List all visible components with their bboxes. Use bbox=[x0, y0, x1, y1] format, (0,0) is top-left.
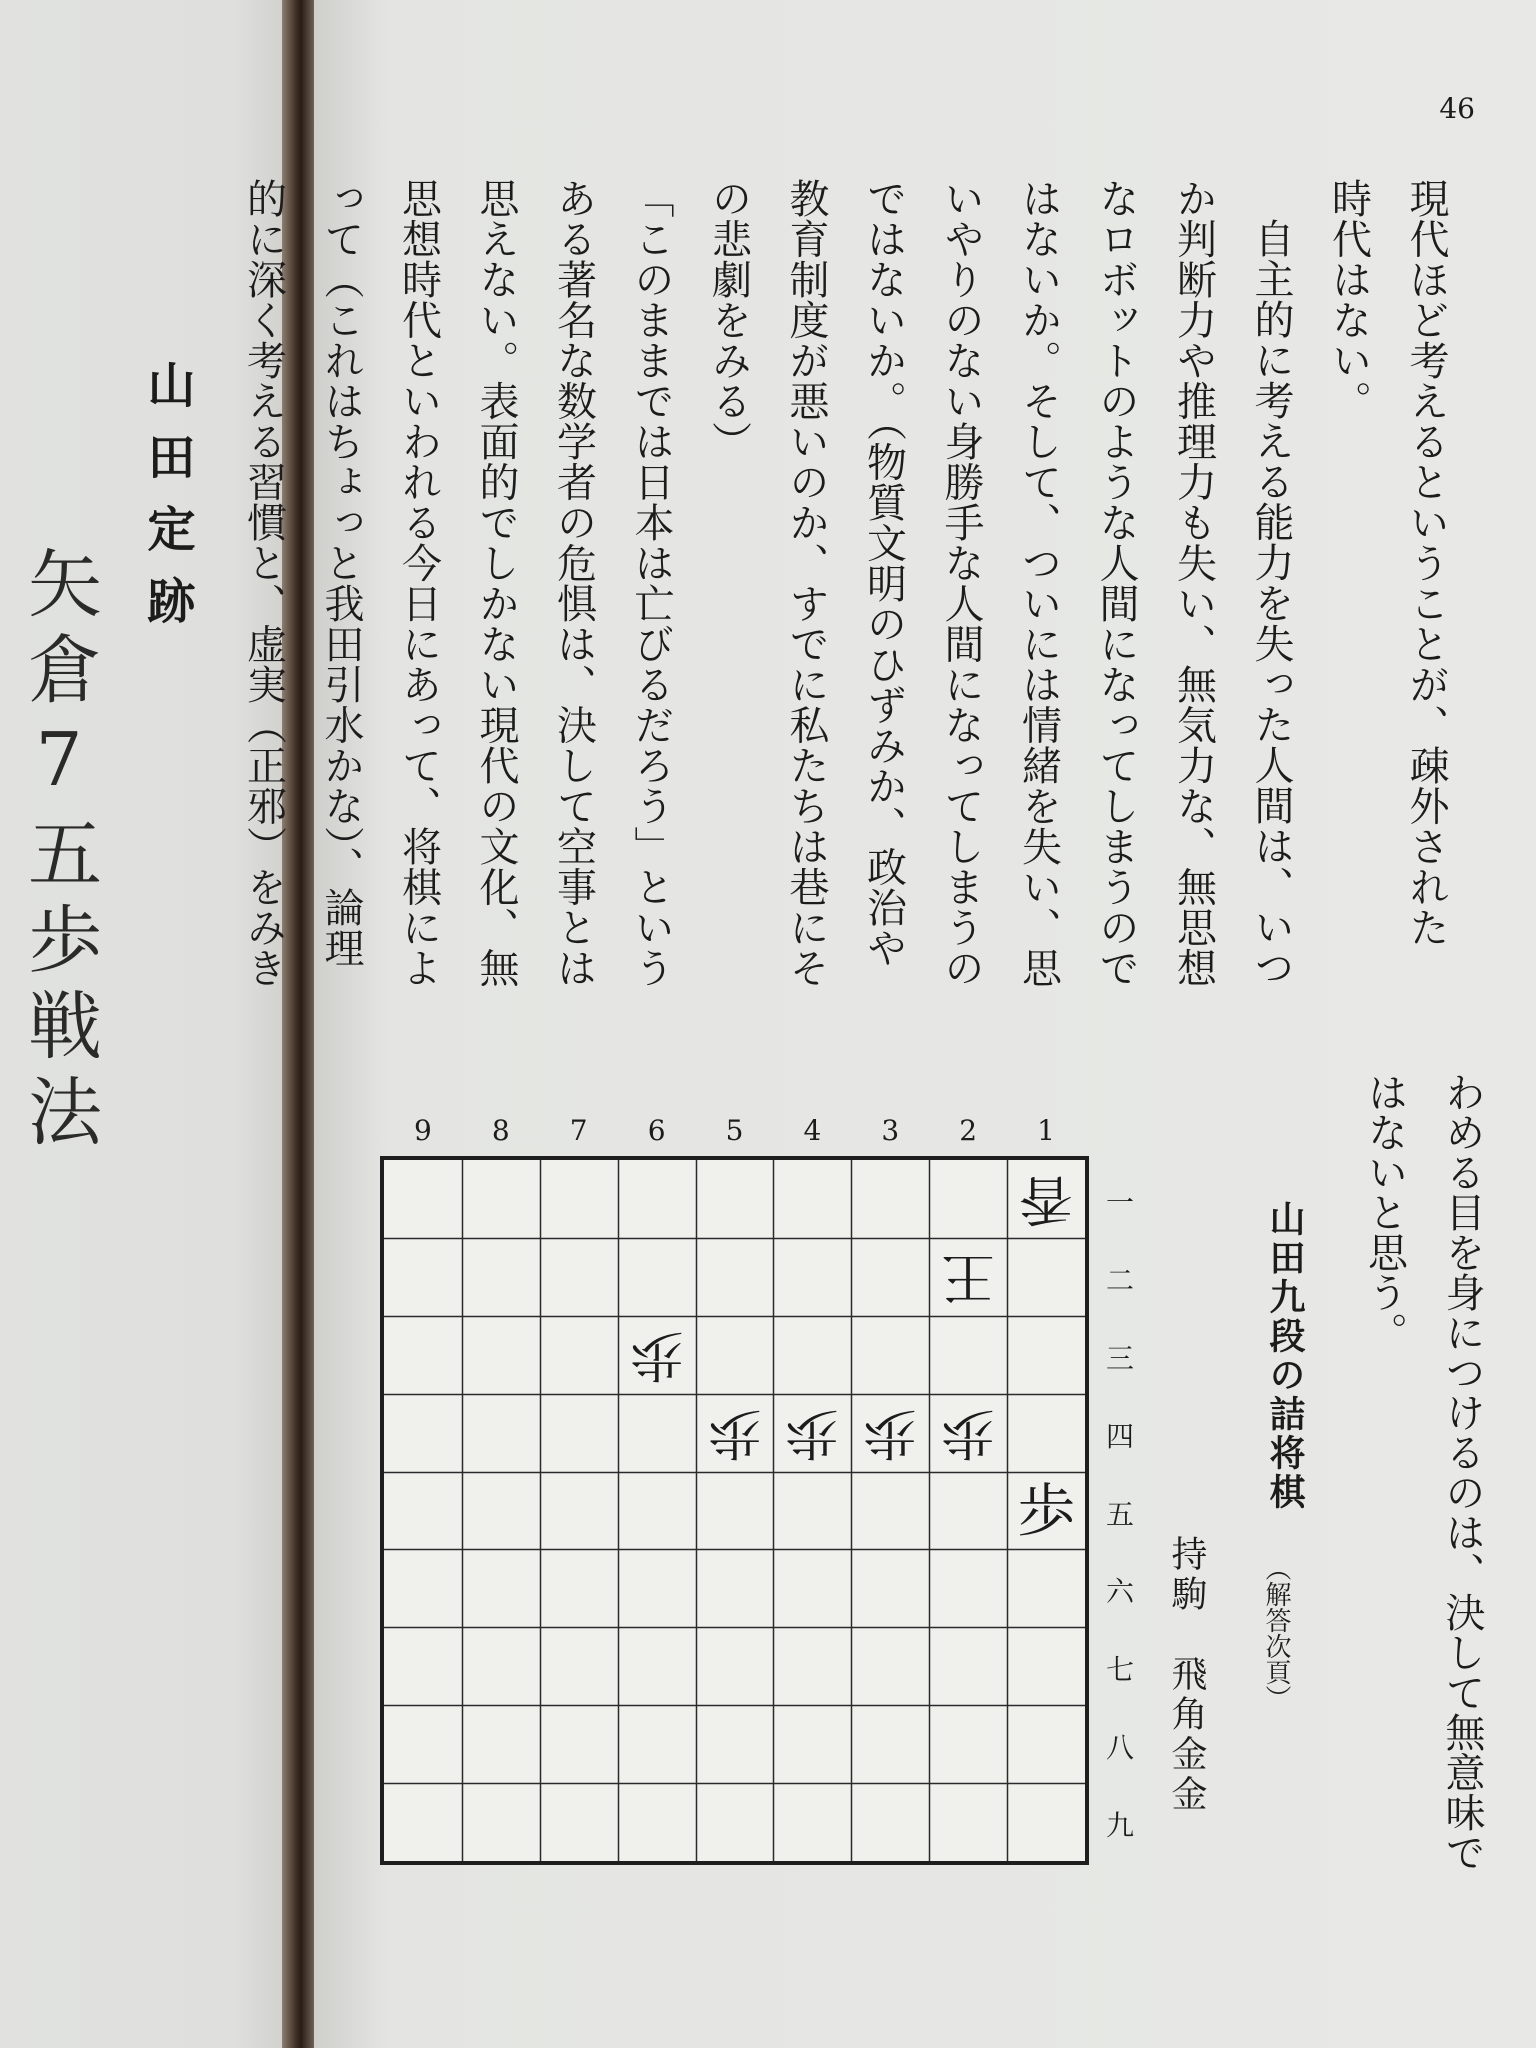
body-line: って（これはちょっと我田引水かな）、論理 bbox=[318, 178, 364, 968]
file-label: 4 bbox=[803, 1114, 822, 1147]
file-label: 3 bbox=[881, 1114, 900, 1147]
pieces-in-hand bbox=[1152, 1535, 1212, 1835]
shogi-piece: 香 bbox=[1019, 1168, 1074, 1231]
shogi-board bbox=[380, 1156, 1089, 1865]
rank-label: 一 bbox=[1105, 1185, 1134, 1219]
file-label: 7 bbox=[569, 1114, 588, 1147]
hand-pieces: 飛角金金 bbox=[1166, 1655, 1207, 1815]
problem-note: （解答次頁） bbox=[1261, 1555, 1291, 1711]
rank-label: 三 bbox=[1105, 1341, 1134, 1375]
shogi-piece: 歩 bbox=[785, 1401, 840, 1465]
page-number: 46 bbox=[1439, 92, 1475, 125]
rank-label: 五 bbox=[1105, 1497, 1134, 1531]
file-label: 5 bbox=[725, 1114, 744, 1147]
shogi-piece: 歩 bbox=[941, 1401, 996, 1465]
file-label: 8 bbox=[491, 1114, 510, 1147]
body-line: いやりのない身勝手な人間になってしまうの bbox=[938, 178, 984, 988]
body-line: 「このままでは日本は亡びるだろう」という bbox=[628, 178, 674, 988]
shogi-diagram bbox=[380, 1100, 1140, 1880]
body-line: 思想時代といわれる今日にあって、将棋によ bbox=[395, 178, 442, 988]
book-title: 矢倉7五歩戦法 bbox=[16, 545, 102, 1159]
file-label: 1 bbox=[1037, 1114, 1055, 1147]
file-label: 2 bbox=[959, 1114, 978, 1147]
body-line: の悲劇をみる） bbox=[705, 178, 752, 462]
shogi-piece: 歩 bbox=[863, 1401, 918, 1465]
problem-title: 山田九段の詰将棋 bbox=[1264, 1200, 1305, 1512]
file-label: 6 bbox=[647, 1114, 666, 1147]
shogi-piece: 王 bbox=[941, 1245, 996, 1309]
rank-label: 六 bbox=[1105, 1575, 1134, 1609]
body-line: 的に深く考える習慣と、虚実（正邪）をみき bbox=[240, 178, 287, 988]
rank-label: 二 bbox=[1105, 1263, 1134, 1297]
body-line: 時代はない。 bbox=[1325, 178, 1372, 421]
body-line: 自主的に考える能力を失った人間は、いつ bbox=[1248, 218, 1294, 988]
body-text bbox=[240, 178, 1464, 1033]
tail-text bbox=[1340, 1072, 1500, 1912]
body-line: はないか。そして、ついには情緒を失い、思 bbox=[1015, 178, 1062, 988]
rank-label: 四 bbox=[1105, 1419, 1134, 1453]
file-label: 9 bbox=[414, 1114, 432, 1147]
author-name: 山田定跡 bbox=[139, 360, 195, 648]
shogi-piece: 歩 bbox=[707, 1401, 762, 1465]
rank-label: 七 bbox=[1105, 1653, 1134, 1687]
body-line: 思えない。表面的でしかない現代の文化、無 bbox=[473, 178, 519, 988]
body-line: ではないか。（物質文明のひずみか、政治や bbox=[860, 178, 907, 968]
rank-label: 九 bbox=[1105, 1809, 1134, 1843]
body-line: 現代ほど考えるということが、疎外された bbox=[1403, 178, 1449, 948]
body-line: か判断力や推理力も失い、無気力な、無思想 bbox=[1170, 178, 1217, 988]
body-line: はないと思う。 bbox=[1361, 1072, 1408, 1352]
shogi-piece: 歩 bbox=[629, 1323, 684, 1387]
body-line: なロボットのような人間になってしまうので bbox=[1093, 178, 1139, 988]
hand-label: 持駒 bbox=[1166, 1535, 1207, 1615]
rank-label: 八 bbox=[1105, 1731, 1134, 1765]
body-line: 教育制度が悪いのか、すでに私たちは巷にそ bbox=[783, 178, 829, 988]
body-line: ある著名な数学者の危惧は、決して空事とは bbox=[550, 178, 597, 988]
shogi-piece: 歩 bbox=[1017, 1476, 1076, 1545]
body-line: わめる目を身につけるのは、決して無意味で bbox=[1439, 1072, 1485, 1872]
